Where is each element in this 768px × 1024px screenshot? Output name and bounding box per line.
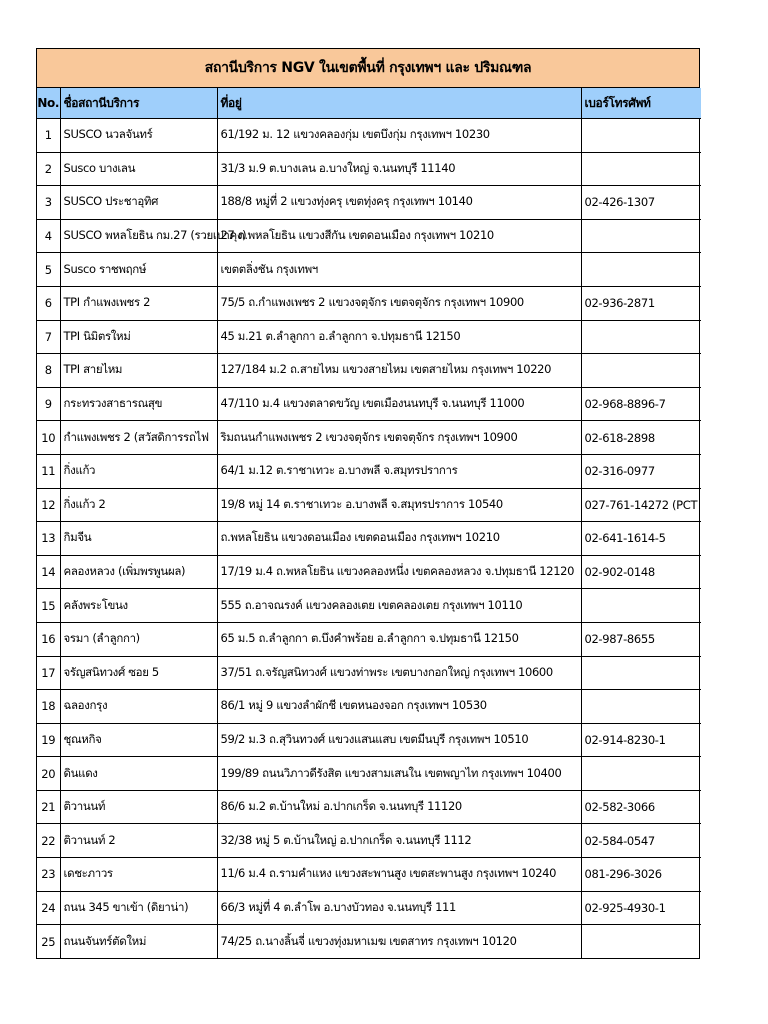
cell-no: 9 (37, 387, 60, 421)
cell-phone: 02-426-1307 (581, 186, 701, 220)
column-header-name: ชื่อสถานีบริการ (60, 88, 217, 119)
cell-address: 127/184 ม.2 ถ.สายไหม แขวงสายไหม เขตสายไหม กรุงเทพฯ 10220 (217, 354, 581, 388)
cell-phone: 02-582-3066 (581, 790, 701, 824)
cell-phone (581, 925, 701, 958)
cell-station-name: ถนน 345 ขาเข้า (ดิยาน่า) (60, 891, 217, 925)
cell-station-name: กิ่งแก้ว (60, 454, 217, 488)
table-row (37, 286, 701, 320)
cell-station-name: SUSCO นวลจันทร์ (60, 119, 217, 153)
cell-no: 7 (37, 320, 60, 354)
cell-no: 22 (37, 824, 60, 858)
cell-no: 6 (37, 286, 60, 320)
cell-no: 4 (37, 219, 60, 253)
cell-no: 18 (37, 690, 60, 724)
table-row (37, 723, 701, 757)
cell-no: 11 (37, 454, 60, 488)
cell-phone: 02-968-8896-7 (581, 387, 701, 421)
column-header-phone: เบอร์โทรศัพท์ (581, 88, 701, 119)
cell-no: 16 (37, 622, 60, 656)
table-row (37, 219, 701, 253)
cell-address: เขตตลิ่งชัน กรุงเทพฯ (217, 253, 581, 287)
table-row (37, 589, 701, 623)
cell-address: ถ.พหลโยธิน แขวงดอนเมือง เขตดอนเมือง กรุงเทพฯ 10210 (217, 522, 581, 556)
cell-station-name: จรมา (ลำลูกกา) (60, 622, 217, 656)
cell-no: 23 (37, 858, 60, 892)
cell-address: 19/8 หมู่ 14 ต.ราชาเทวะ อ.บางพลี จ.สมุทรปราการ 10540 (217, 488, 581, 522)
cell-no: 12 (37, 488, 60, 522)
column-header-address: ที่อยู่ (217, 88, 581, 119)
cell-no: 5 (37, 253, 60, 287)
table-body (37, 119, 701, 958)
cell-station-name: จรัญสนิทวงศ์ ซอย 5 (60, 656, 217, 690)
cell-no: 3 (37, 186, 60, 220)
cell-station-name: SUSCO ประชาอุทิศ (60, 186, 217, 220)
table-row (37, 824, 701, 858)
cell-phone: 02-936-2871 (581, 286, 701, 320)
cell-no: 20 (37, 757, 60, 791)
cell-address: 66/3 หมู่ที่ 4 ต.ลำโพ อ.บางบัวทอง จ.นนทบุรี 111 (217, 891, 581, 925)
cell-phone (581, 757, 701, 791)
table-row (37, 421, 701, 455)
table-row (37, 757, 701, 791)
cell-address: 555 ถ.อาจณรงค์ แขวงคลองเตย เขตคลองเตย กรุงเทพฯ 10110 (217, 589, 581, 623)
cell-phone (581, 253, 701, 287)
cell-no: 14 (37, 555, 60, 589)
cell-address: 65 ม.5 ถ.ลำลูกกา ต.บึงคำพร้อย อ.ลำลูกกา จ.ปทุมธานี 12150 (217, 622, 581, 656)
cell-phone: 02-641-1614-5 (581, 522, 701, 556)
table-row (37, 253, 701, 287)
cell-station-name: SUSCO พหลโยธิน กม.27 (รวยเปาคุง) (60, 219, 217, 253)
cell-address: 45 ม.21 ต.ลำลูกกา อ.ลำลูกกา จ.ปทุมธานี 12150 (217, 320, 581, 354)
table-row (37, 454, 701, 488)
cell-address: 75/5 ถ.กำแพงเพชร 2 แขวงจตุจักร เขตจตุจักร กรุงเทพฯ 10900 (217, 286, 581, 320)
cell-no: 21 (37, 790, 60, 824)
cell-phone (581, 320, 701, 354)
cell-phone: 027-761-14272 (PCT (581, 488, 701, 522)
table-row (37, 790, 701, 824)
cell-phone (581, 656, 701, 690)
cell-phone (581, 354, 701, 388)
cell-station-name: ติวานนท์ 2 (60, 824, 217, 858)
cell-no: 15 (37, 589, 60, 623)
cell-phone (581, 152, 701, 186)
header-row (37, 88, 701, 119)
table-row (37, 622, 701, 656)
cell-phone: 02-902-0148 (581, 555, 701, 589)
cell-no: 19 (37, 723, 60, 757)
cell-station-name: กระทรวงสาธารณสุข (60, 387, 217, 421)
cell-no: 2 (37, 152, 60, 186)
cell-address: 86/6 ม.2 ต.บ้านใหม่ อ.ปากเกร็ด จ.นนทบุรี 11120 (217, 790, 581, 824)
cell-phone (581, 219, 701, 253)
table-row (37, 522, 701, 556)
ngv-station-sheet (36, 48, 700, 959)
cell-address: 199/89 ถนนวิภาวดีรังสิต แขวงสามเสนใน เขตพญาไท กรุงเทพฯ 10400 (217, 757, 581, 791)
cell-phone: 081-296-3026 (581, 858, 701, 892)
cell-no: 24 (37, 891, 60, 925)
cell-station-name: กิมจีน (60, 522, 217, 556)
cell-address: 86/1 หมู่ 9 แขวงลำผักชี เขตหนองจอก กรุงเทพฯ 10530 (217, 690, 581, 724)
cell-no: 13 (37, 522, 60, 556)
cell-station-name: ฉลองกรุง (60, 690, 217, 724)
cell-no: 1 (37, 119, 60, 153)
table-row (37, 858, 701, 892)
table-row (37, 891, 701, 925)
cell-address: 17/19 ม.4 ถ.พหลโยธิน แขวงคลองหนึ่ง เขตคลองหลวง จ.ปทุมธานี 12120 (217, 555, 581, 589)
table-row (37, 119, 701, 153)
table-row (37, 387, 701, 421)
cell-address: 27 ถ.พหลโยธิน แขวงสีกัน เขตดอนเมือง กรุงเทพฯ 10210 (217, 219, 581, 253)
cell-address: 37/51 ถ.จรัญสนิทวงศ์ แขวงท่าพระ เขตบางกอกใหญ่ กรุงเทพฯ 10600 (217, 656, 581, 690)
cell-station-name: คลองหลวง (เพิ่มพรพูนผล) (60, 555, 217, 589)
cell-phone: 02-584-0547 (581, 824, 701, 858)
cell-station-name: Susco ราชพฤกษ์ (60, 253, 217, 287)
table-row (37, 488, 701, 522)
cell-station-name: TPI สายไหม (60, 354, 217, 388)
cell-station-name: ชุณหกิจ (60, 723, 217, 757)
cell-station-name: ดินแดง (60, 757, 217, 791)
table-row (37, 354, 701, 388)
cell-station-name: คลังพระโขนง (60, 589, 217, 623)
cell-address: 188/8 หมู่ที่ 2 แขวงทุ่งครุ เขตทุ่งครุ กรุงเทพฯ 10140 (217, 186, 581, 220)
cell-phone: 02-987-8655 (581, 622, 701, 656)
table-row (37, 690, 701, 724)
sheet-title: สถานีบริการ NGV ในเขตพื้นที่ กรุงเทพฯ และ ปริมณฑล (37, 49, 699, 88)
cell-station-name: ถนนจันทร์ตัดใหม่ (60, 925, 217, 958)
cell-no: 17 (37, 656, 60, 690)
table-row (37, 186, 701, 220)
cell-phone (581, 119, 701, 153)
cell-station-name: กิ่งแก้ว 2 (60, 488, 217, 522)
cell-station-name: กำแพงเพชร 2 (สวัสดิการรถไฟ (60, 421, 217, 455)
cell-station-name: Susco บางเลน (60, 152, 217, 186)
cell-station-name: เดชะภาวร (60, 858, 217, 892)
cell-station-name: ติวานนท์ (60, 790, 217, 824)
cell-phone: 02-618-2898 (581, 421, 701, 455)
cell-address: 11/6 ม.4 ถ.รามคำแหง แขวงสะพานสูง เขตสะพานสูง กรุงเทพฯ 10240 (217, 858, 581, 892)
table-row (37, 555, 701, 589)
cell-address: 64/1 ม.12 ต.ราชาเทวะ อ.บางพลี จ.สมุทรปราการ (217, 454, 581, 488)
cell-phone: 02-316-0977 (581, 454, 701, 488)
cell-phone (581, 589, 701, 623)
cell-no: 10 (37, 421, 60, 455)
cell-address: 59/2 ม.3 ถ.สุวินทวงศ์ แขวงแสนแสบ เขตมีนบุรี กรุงเทพฯ 10510 (217, 723, 581, 757)
cell-no: 25 (37, 925, 60, 958)
cell-station-name: TPI นิมิตรใหม่ (60, 320, 217, 354)
station-table (37, 88, 701, 958)
cell-address: 32/38 หมู่ 5 ต.บ้านใหญ่ อ.ปากเกร็ด จ.นนทบุรี 1112 (217, 824, 581, 858)
table-row (37, 925, 701, 958)
cell-address: ริมถนนกำแพงเพชร 2 เขวงจตุจักร เขตจตุจักร กรุงเทพฯ 10900 (217, 421, 581, 455)
table-row (37, 656, 701, 690)
cell-phone: 02-914-8230-1 (581, 723, 701, 757)
table-row (37, 152, 701, 186)
cell-station-name: TPI กำแพงเพชร 2 (60, 286, 217, 320)
cell-phone: 02-925-4930-1 (581, 891, 701, 925)
column-header-no: No. (37, 88, 60, 119)
cell-phone (581, 690, 701, 724)
cell-no: 8 (37, 354, 60, 388)
cell-address: 74/25 ถ.นางลิ้นจี่ แขวงทุ่งมหาเมฆ เขตสาทร กรุงเทพฯ 10120 (217, 925, 581, 958)
cell-address: 31/3 ม.9 ต.บางเลน อ.บางใหญ่ จ.นนทบุรี 11140 (217, 152, 581, 186)
table-row (37, 320, 701, 354)
cell-address: 61/192 ม. 12 แขวงคลองกุ่ม เขตบึงกุ่ม กรุงเทพฯ 10230 (217, 119, 581, 153)
cell-address: 47/110 ม.4 แขวงตลาดขวัญ เขตเมืองนนทบุรี จ.นนทบุรี 11000 (217, 387, 581, 421)
